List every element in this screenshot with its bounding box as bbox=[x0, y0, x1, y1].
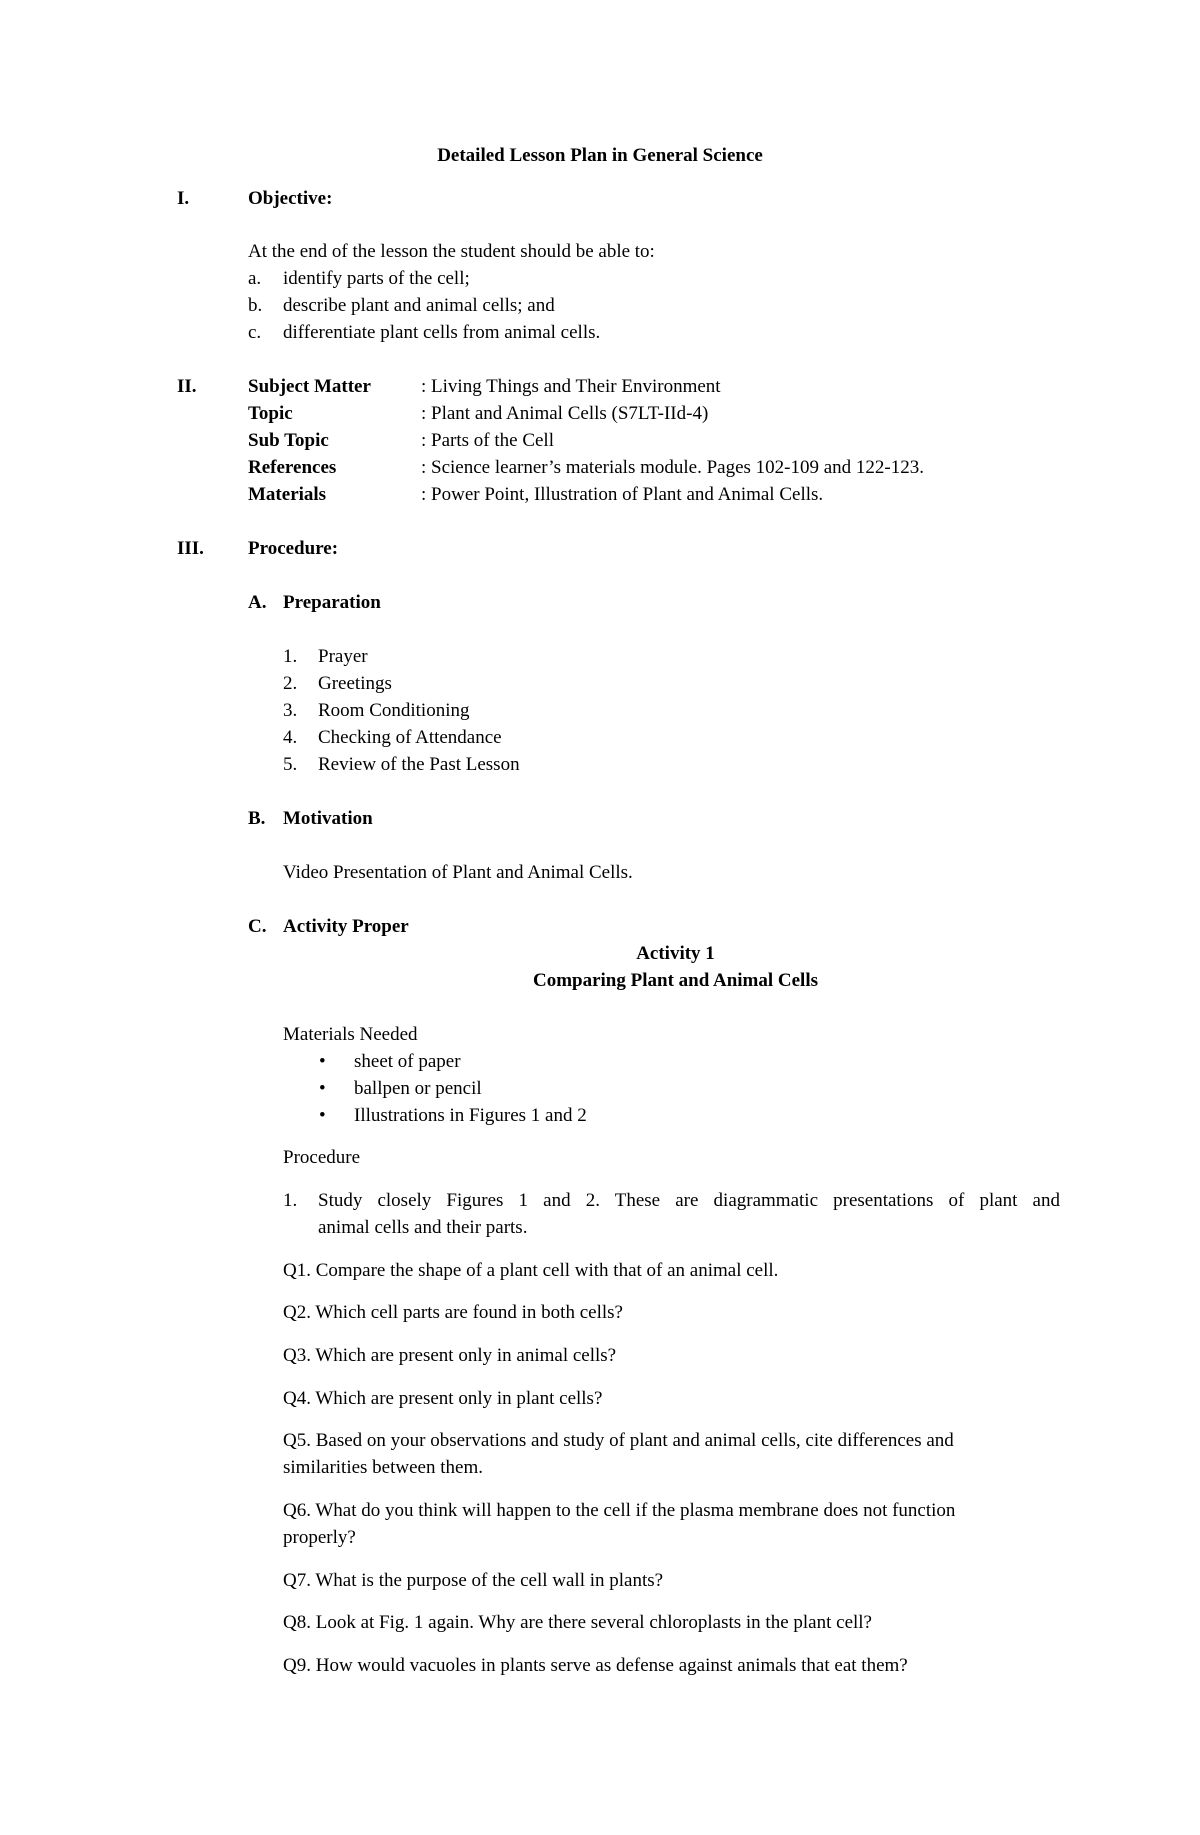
section-heading: Objective: bbox=[248, 188, 333, 209]
subsection-heading: Motivation bbox=[283, 808, 373, 829]
list-marker: 1. bbox=[283, 646, 298, 667]
bullet: • bbox=[319, 1105, 326, 1126]
question: Q8. Look at Fig. 1 again. Why are there several chloroplasts in the plant cell? bbox=[283, 1612, 872, 1633]
list-item: ballpen or pencil bbox=[354, 1078, 482, 1099]
field-value: : Living Things and Their Environment bbox=[421, 376, 721, 397]
list-item: Checking of Attendance bbox=[318, 727, 502, 748]
list-item: Review of the Past Lesson bbox=[318, 754, 520, 775]
field-label: Subject Matter bbox=[248, 376, 371, 397]
list-marker: 5. bbox=[283, 754, 298, 775]
motivation-text: Video Presentation of Plant and Animal Cells. bbox=[283, 862, 633, 883]
step-marker: 1. bbox=[283, 1190, 298, 1211]
question: Q1. Compare the shape of a plant cell with that of an animal cell. bbox=[283, 1260, 779, 1281]
question: similarities between them. bbox=[283, 1457, 483, 1478]
list-item: sheet of paper bbox=[354, 1051, 461, 1072]
question: properly? bbox=[283, 1527, 356, 1548]
list-item: differentiate plant cells from animal cells. bbox=[283, 322, 601, 343]
objective-intro: At the end of the lesson the student should be able to: bbox=[248, 241, 655, 262]
list-item: describe plant and animal cells; and bbox=[283, 295, 555, 316]
activity-title: Activity 1 bbox=[636, 943, 715, 964]
subsection-heading: Activity Proper bbox=[283, 916, 409, 937]
field-value: : Parts of the Cell bbox=[421, 430, 554, 451]
field-label: References bbox=[248, 457, 337, 478]
field-label: Materials bbox=[248, 484, 327, 505]
list-marker: 4. bbox=[283, 727, 298, 748]
field-value: : Science learner’s materials module. Pages 102-109 and 122-123. bbox=[421, 457, 925, 478]
list-item: Prayer bbox=[318, 646, 368, 667]
materials-heading: Materials Needed bbox=[283, 1024, 418, 1045]
list-item: Greetings bbox=[318, 673, 392, 694]
field-label: Topic bbox=[248, 403, 293, 424]
list-item: Illustrations in Figures 1 and 2 bbox=[354, 1105, 587, 1126]
question: Q3. Which are present only in animal cells? bbox=[283, 1345, 617, 1366]
activity-subtitle: Comparing Plant and Animal Cells bbox=[532, 970, 819, 991]
section-numeral: III. bbox=[177, 538, 204, 559]
field-value: : Plant and Animal Cells (S7LT-IId-4) bbox=[421, 403, 709, 424]
subsection-heading: Preparation bbox=[283, 592, 381, 613]
list-marker: c. bbox=[248, 322, 262, 343]
step-text: animal cells and their parts. bbox=[318, 1217, 528, 1238]
bullet: • bbox=[319, 1078, 326, 1099]
section-numeral: II. bbox=[177, 376, 197, 397]
field-value: : Power Point, Illustration of Plant and Animal Cells. bbox=[421, 484, 824, 505]
list-item: Room Conditioning bbox=[318, 700, 470, 721]
question: Q6. What do you think will happen to the cell if the plasma membrane does not function bbox=[283, 1500, 956, 1521]
procedure-heading: Procedure bbox=[283, 1147, 361, 1168]
subsection-marker: A. bbox=[248, 592, 267, 613]
field-label: Sub Topic bbox=[248, 430, 329, 451]
section-numeral: I. bbox=[177, 188, 190, 209]
question: Q4. Which are present only in plant cells? bbox=[283, 1388, 603, 1409]
step-text: Study closely Figures 1 and 2. These are diagrammatic presentations of plant and bbox=[318, 1190, 1060, 1211]
list-marker: a. bbox=[248, 268, 262, 289]
list-marker: b. bbox=[248, 295, 263, 316]
section-heading: Procedure: bbox=[248, 538, 339, 559]
list-item: identify parts of the cell; bbox=[283, 268, 470, 289]
question: Q7. What is the purpose of the cell wall in plants? bbox=[283, 1570, 664, 1591]
bullet: • bbox=[319, 1051, 326, 1072]
subsection-marker: B. bbox=[248, 808, 266, 829]
question: Q9. How would vacuoles in plants serve as defense against animals that eat them? bbox=[283, 1655, 908, 1676]
document-title: Detailed Lesson Plan in General Science bbox=[437, 145, 763, 166]
question: Q5. Based on your observations and study of plant and animal cells, cite differences and bbox=[283, 1430, 954, 1451]
question: Q2. Which cell parts are found in both cells? bbox=[283, 1302, 623, 1323]
list-marker: 2. bbox=[283, 673, 298, 694]
list-marker: 3. bbox=[283, 700, 298, 721]
subsection-marker: C. bbox=[248, 916, 267, 937]
